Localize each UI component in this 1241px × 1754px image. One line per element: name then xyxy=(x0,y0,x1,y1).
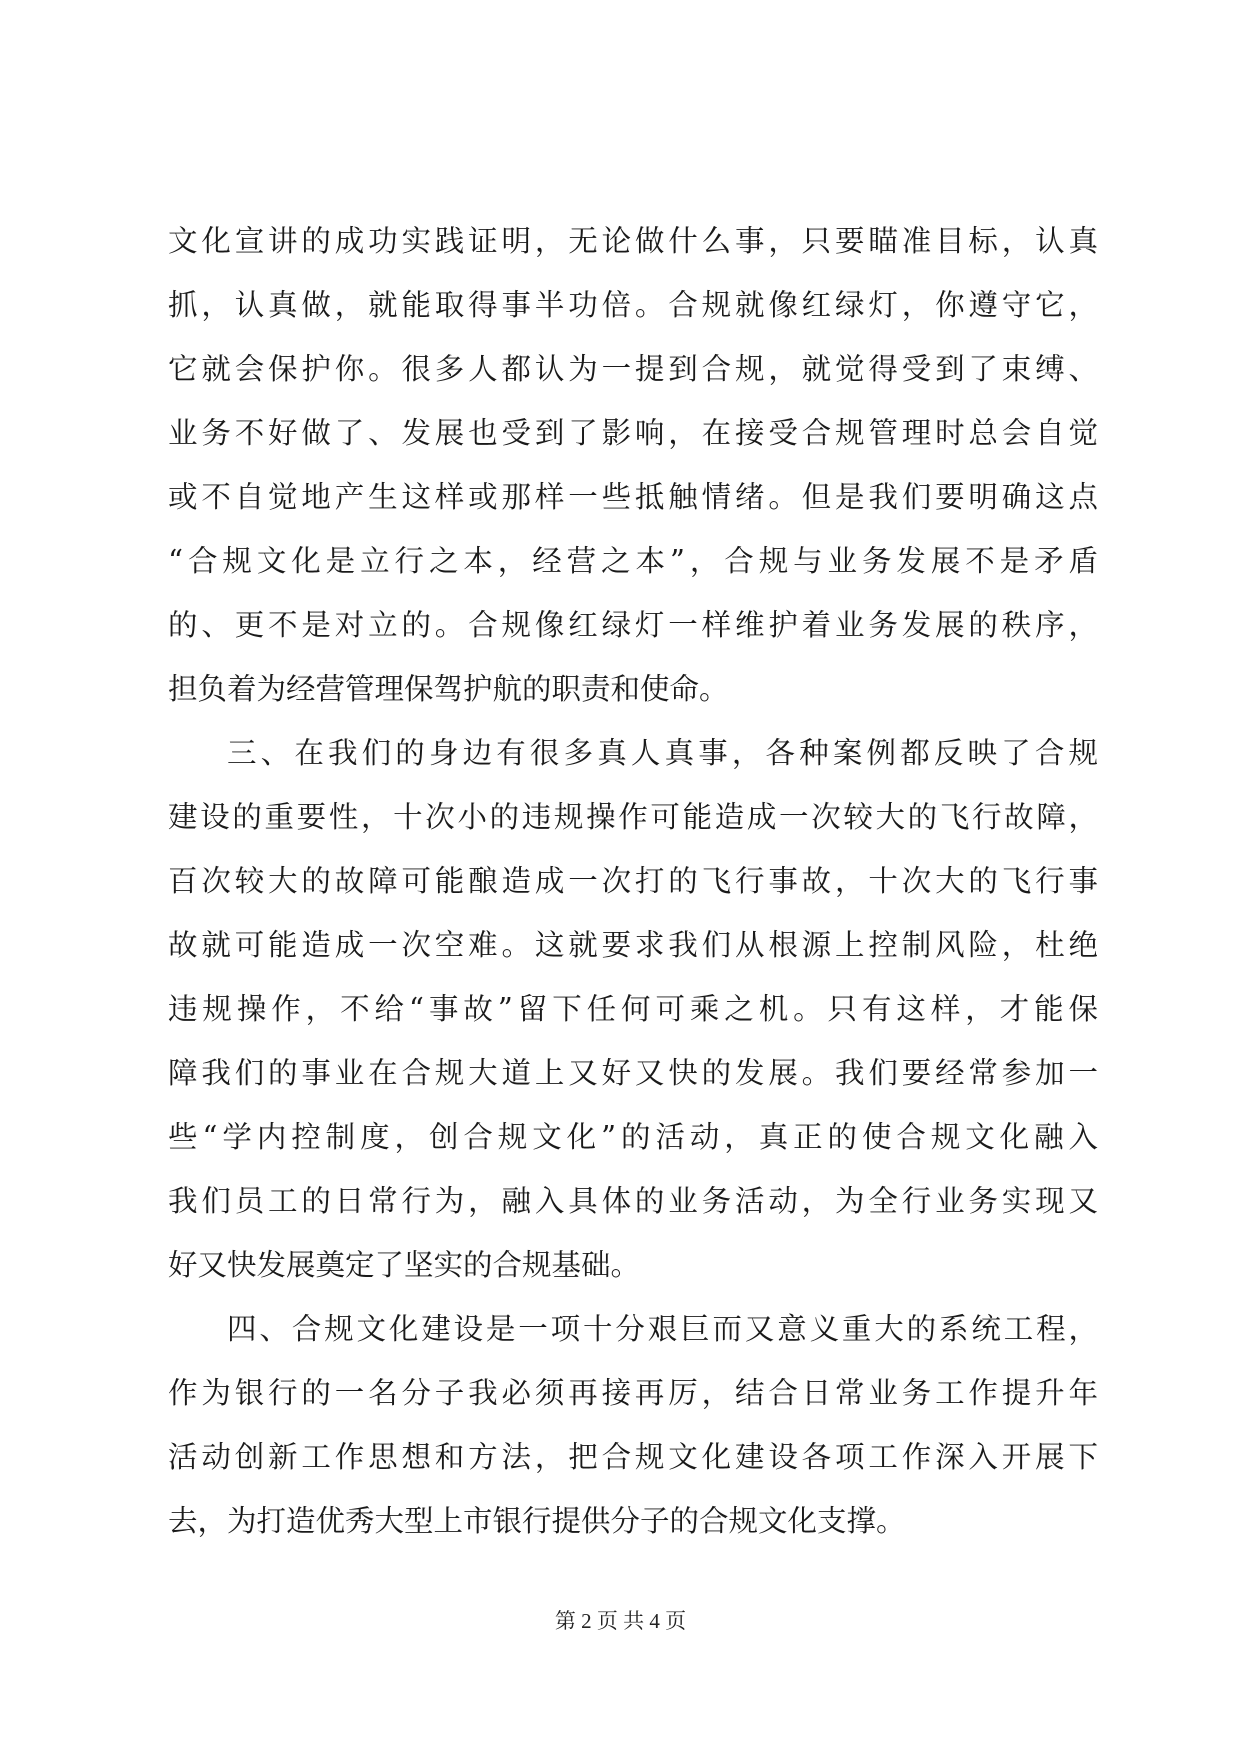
paragraph-3-line-1: 四、合规文化建设是一项十分艰巨而又意义重大的系统工程， xyxy=(227,1312,1098,1346)
paragraph-2-line-3: 百次较大的故障可能酿造成一次打的飞行事故，十次大的飞行事 xyxy=(168,864,1098,898)
paragraph-1-line-2: 抓，认真做，就能取得事半功倍。合规就像红绿灯，你遵守它， xyxy=(168,288,1098,322)
paragraph-3-line-3: 活动创新工作思想和方法，把合规文化建设各项工作深入开展下 xyxy=(168,1440,1098,1474)
paragraph-2-line-6: 障我们的事业在合规大道上又好又快的发展。我们要经常参加一 xyxy=(168,1056,1098,1090)
paragraph-1-line-1: 文化宣讲的成功实践证明，无论做什么事，只要瞄准目标，认真 xyxy=(168,224,1098,258)
paragraph-1-line-6: “合规文化是立行之本，经营之本”，合规与业务发展不是矛盾 xyxy=(168,544,1098,578)
paragraph-1-line-4: 业务不好做了、发展也受到了影响，在接受合规管理时总会自觉 xyxy=(168,416,1098,450)
paragraph-2-line-2: 建设的重要性，十次小的违规操作可能造成一次较大的飞行故障， xyxy=(168,800,1098,834)
paragraph-2-line-1: 三、在我们的身边有很多真人真事，各种案例都反映了合规 xyxy=(227,736,1098,770)
paragraph-1-line-7: 的、更不是对立的。合规像红绿灯一样维护着业务发展的秩序， xyxy=(168,608,1098,642)
paragraph-2-line-7: 些“学内控制度，创合规文化”的活动，真正的使合规文化融入 xyxy=(168,1120,1098,1154)
paragraph-2-line-5: 违规操作，不给“事故”留下任何可乘之机。只有这样，才能保 xyxy=(168,992,1098,1026)
paragraph-2-line-8: 我们员工的日常行为，融入具体的业务活动，为全行业务实现又 xyxy=(168,1184,1098,1218)
page-number-footer: 第 2 页 共 4 页 xyxy=(554,1609,687,1633)
paragraph-1-line-5: 或不自觉地产生这样或那样一些抵触情绪。但是我们要明确这点 xyxy=(168,480,1098,514)
paragraph-2-line-9: 好又快发展奠定了坚实的合规基础。 xyxy=(168,1248,641,1282)
paragraph-1-line-3: 它就会保护你。很多人都认为一提到合规，就觉得受到了束缚、 xyxy=(168,352,1098,386)
paragraph-2-line-4: 故就可能造成一次空难。这就要求我们从根源上控制风险，杜绝 xyxy=(168,928,1098,962)
paragraph-3-line-2: 作为银行的一名分子我必须再接再厉，结合日常业务工作提升年 xyxy=(168,1376,1098,1410)
paragraph-3-line-4: 去，为打造优秀大型上市银行提供分子的合规文化支撑。 xyxy=(168,1504,906,1538)
paragraph-1-line-8: 担负着为经营管理保驾护航的职责和使命。 xyxy=(168,672,729,706)
document-body xyxy=(168,209,1098,1553)
